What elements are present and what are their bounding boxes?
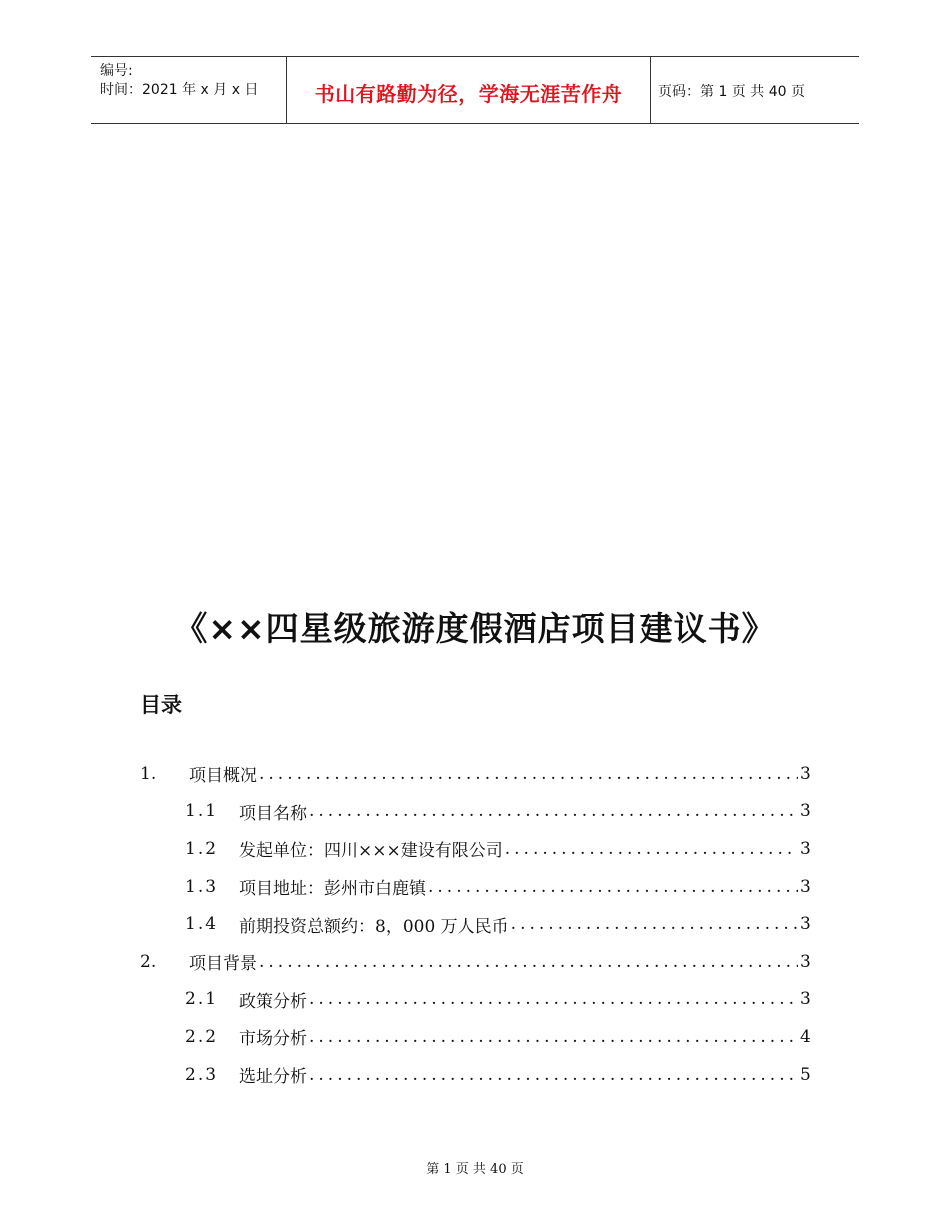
toc-leader-dots bbox=[309, 801, 798, 821]
header-page-cell bbox=[650, 57, 859, 123]
toc-leader-dots bbox=[259, 764, 798, 784]
toc-entry-number: 1.2 bbox=[185, 838, 219, 859]
toc-entry-text: 发起单位：四川×××建设有限公司 bbox=[239, 841, 503, 862]
toc-entry-page: 3 bbox=[800, 876, 811, 897]
toc-leader-dots bbox=[428, 877, 798, 897]
toc-entry[interactable] bbox=[140, 1056, 810, 1094]
toc-entry-page: 3 bbox=[800, 989, 811, 1010]
toc-entry[interactable] bbox=[140, 981, 810, 1019]
header-motto-cell bbox=[286, 57, 651, 123]
toc-entry-number: 1. bbox=[140, 763, 157, 784]
toc-entry-text: 政策分析 bbox=[239, 991, 307, 1012]
toc-leader-dots bbox=[309, 1065, 798, 1085]
toc-entry-number: 2.1 bbox=[185, 989, 219, 1010]
toc-entry-text: 项目名称 bbox=[239, 803, 307, 824]
motto-text: 书山有路勤为径，学海无涯苦作舟 bbox=[314, 82, 623, 106]
toc-entry[interactable] bbox=[140, 868, 810, 906]
toc-entry-number: 2.2 bbox=[185, 1026, 219, 1047]
toc-leader-dots bbox=[511, 914, 798, 934]
toc-heading: 目录 bbox=[140, 693, 182, 717]
toc-entry-number: 1.3 bbox=[185, 876, 219, 897]
number-label: 编号: bbox=[100, 63, 133, 79]
toc-leader-dots bbox=[505, 839, 798, 859]
toc-entry-page: 3 bbox=[800, 838, 811, 859]
toc-entry-page: 3 bbox=[800, 801, 811, 822]
toc-leader-dots bbox=[309, 1027, 798, 1047]
toc-entry-text: 前期投资总额约：8，000 万人民币 bbox=[239, 916, 509, 937]
toc-entry-number: 2. bbox=[140, 951, 157, 972]
toc-entry-page: 3 bbox=[800, 914, 811, 935]
page-header bbox=[91, 56, 859, 124]
toc-entry[interactable] bbox=[140, 755, 810, 793]
toc-leader-dots bbox=[309, 989, 798, 1009]
time-label: 时间：2021 年 x 月 x 日 bbox=[100, 82, 259, 98]
toc-entry-text: 市场分析 bbox=[239, 1029, 307, 1050]
toc-entry-text: 项目概况 bbox=[189, 766, 257, 787]
toc-entry-number: 1.1 bbox=[185, 801, 219, 822]
toc-entry[interactable] bbox=[140, 1018, 810, 1056]
toc-entry-number: 1.4 bbox=[185, 914, 219, 935]
document-title: 《××四星级旅游度假酒店项目建议书》 bbox=[174, 609, 776, 648]
toc-entry[interactable] bbox=[140, 905, 810, 943]
toc-entry-page: 5 bbox=[800, 1064, 811, 1085]
header-meta-cell bbox=[91, 57, 286, 123]
toc-entry-text: 选址分析 bbox=[239, 1067, 307, 1088]
table-of-contents bbox=[140, 755, 810, 1093]
toc-entry[interactable] bbox=[140, 830, 810, 868]
page-info: 页码：第 1 页 共 40 页 bbox=[658, 84, 805, 100]
toc-entry[interactable] bbox=[140, 943, 810, 981]
page-footer: 第 1 页 共 40 页 bbox=[426, 1162, 524, 1177]
toc-entry-page: 4 bbox=[800, 1026, 811, 1047]
toc-entry-number: 2.3 bbox=[185, 1064, 219, 1085]
toc-entry-page: 3 bbox=[800, 951, 811, 972]
toc-entry-text: 项目地址：彭州市白鹿镇 bbox=[239, 879, 426, 900]
toc-entry-text: 项目背景 bbox=[189, 954, 257, 975]
toc-entry[interactable] bbox=[140, 793, 810, 831]
toc-leader-dots bbox=[259, 952, 798, 972]
toc-entry-page: 3 bbox=[800, 763, 811, 784]
